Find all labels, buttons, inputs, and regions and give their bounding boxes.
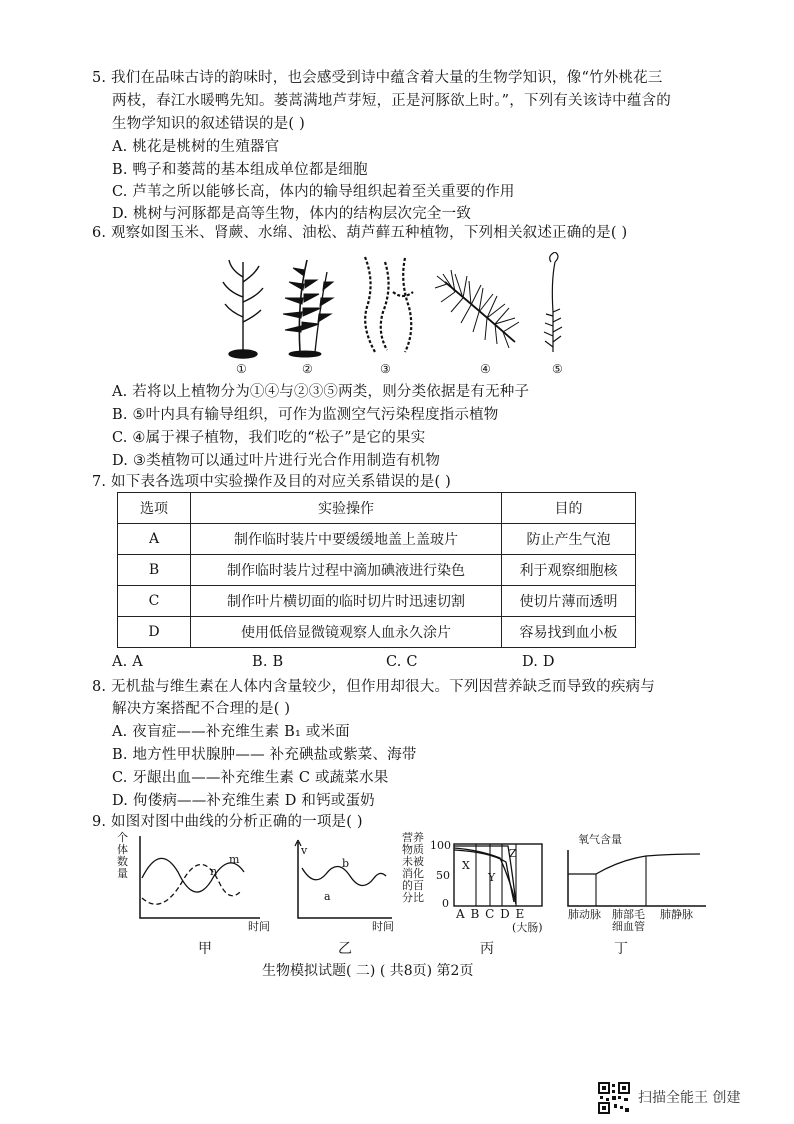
table-cell: 制作临时装片中要缓缓地盖上盖玻片 <box>191 524 502 555</box>
pine-branch-drawing <box>435 270 519 348</box>
q6-option-c: C. ④属于裸子植物，我们吃的“松子”是它的果实 <box>112 430 426 446</box>
plant-label-3: ③ <box>380 362 391 376</box>
yi-xlabel: 时间 <box>372 920 394 933</box>
plant-label-2: ② <box>302 362 313 376</box>
ding-dividers <box>596 856 646 906</box>
table-row <box>118 586 636 617</box>
jia-m-label: m <box>229 853 240 866</box>
q5-option-d: D. 桃树与河豚都是高等生物，体内的结构层次完全一致 <box>112 206 472 222</box>
bing-large-intestine: (大肠) <box>512 921 543 934</box>
ding-axes <box>568 850 706 906</box>
table-cell: B <box>118 555 191 586</box>
bing-ylabel-part: 营养 <box>402 831 424 844</box>
yi-ylabel: v <box>301 844 308 857</box>
table-header-purpose: 目的 <box>502 493 636 524</box>
jia-caption: 甲 <box>198 941 212 957</box>
q5-option-b: B. 鸭子和蒌蒿的基本组成单位都是细胞 <box>112 162 368 178</box>
table-header-operation: 实验操作 <box>191 493 502 524</box>
ding-ylabel: 氧气含量 <box>578 833 622 846</box>
chart-bing <box>450 840 550 910</box>
table-row <box>118 617 636 648</box>
bing-frame <box>454 844 542 906</box>
ding-caption: 丁 <box>614 941 628 957</box>
q6-stem: 6. 观察如图玉米、肾蕨、水绵、油松、葫芦藓五种植物，下列相关叙述正确的是( ) <box>92 225 628 241</box>
bing-tick-100: 100 <box>430 839 451 852</box>
q7-stem: 7. 如下表各选项中实验操作及目的对应关系错误的是( ) <box>92 474 451 490</box>
q5-option-c: C. 芦苇之所以能够长高，体内的输导组织起着至关重要的作用 <box>112 184 515 200</box>
jia-xlabel: 时间 <box>248 920 270 933</box>
bing-ylabel-part: 的百 <box>402 879 424 892</box>
bing-ylabel-part: 未被 <box>402 855 424 868</box>
jia-ylabel <box>117 832 133 880</box>
q8-option-d: D. 佝偻病——补充维生素 D 和钙或蛋奶 <box>112 793 375 809</box>
jia-n-label: n <box>210 865 218 878</box>
bing-region-labels: A B C D E <box>456 907 526 921</box>
qr-code-icon <box>598 1082 630 1114</box>
jia-ylabel-char: 个 <box>117 831 128 844</box>
q5-stem-line2: 两枝，春江水暖鸭先知。蒌蒿满地芦芽短，正是河豚欲上时。”，下列有关该诗中蕴含的 <box>112 93 671 109</box>
table-header-row <box>118 493 636 524</box>
bing-ylabel-part: 分比 <box>402 891 424 904</box>
table-cell: 使切片薄而透明 <box>502 586 636 617</box>
bing-curve-y <box>454 850 514 902</box>
jia-curve-n <box>142 864 242 904</box>
bing-z-label: Z <box>509 847 517 860</box>
fern-plant-drawing <box>283 260 333 357</box>
q7-option-a: A. A <box>112 654 143 670</box>
q8-option-a: A. 夜盲症——补充维生素 B₁ 或米面 <box>112 724 350 740</box>
bing-caption: 丙 <box>480 941 494 957</box>
plant-label-1: ① <box>236 362 247 376</box>
bing-ylabel-part: 消化 <box>402 867 424 880</box>
yi-axes <box>298 842 392 918</box>
table-cell: D <box>118 617 191 648</box>
bing-tick-50: 50 <box>436 869 450 882</box>
q5-stem-line3: 生物学知识的叙述错误的是( ) <box>112 116 305 132</box>
ding-x3: 肺静脉 <box>660 908 693 921</box>
jia-ylabel-char: 数 <box>117 855 128 868</box>
jia-ylabel-char: 体 <box>117 843 128 856</box>
q6-option-b: B. ⑤叶内具有输导组织，可作为监测空气污染程度指示植物 <box>112 407 499 423</box>
yi-b-label: b <box>342 857 350 870</box>
q6-plants-figure <box>215 252 575 362</box>
ding-curve <box>568 854 700 874</box>
table-cell: A <box>118 524 191 555</box>
table-cell: 制作临时装片过程中滴加碘液进行染色 <box>191 555 502 586</box>
table-cell: 容易找到血小板 <box>502 617 636 648</box>
moss-plant-drawing <box>544 252 562 352</box>
chart-ding <box>560 846 710 910</box>
chart-jia <box>132 832 262 924</box>
corn-plant-drawing <box>223 260 263 358</box>
spirogyra-drawing <box>365 257 413 352</box>
bing-x-label: X <box>462 859 470 872</box>
q6-option-d: D. ③类植物可以通过叶片进行光合作用制造有机物 <box>112 453 441 469</box>
ding-x1: 肺动脉 <box>568 908 601 921</box>
q7-option-b: B. B <box>252 654 284 670</box>
scanner-watermark: 扫描全能王 创建 <box>638 1090 741 1106</box>
bing-ylabel <box>402 832 432 904</box>
bing-ylabel-part: 物质 <box>402 843 424 856</box>
q7-option-d: D. D <box>522 654 555 670</box>
table-cell: 利于观察细胞核 <box>502 555 636 586</box>
q8-option-b: B. 地方性甲状腺肿—— 补充碘盐或紫菜、海带 <box>112 747 417 763</box>
jia-ylabel-char: 量 <box>117 867 128 880</box>
table-row <box>118 555 636 586</box>
q7-option-c: C. C <box>386 654 418 670</box>
table-cell: C <box>118 586 191 617</box>
table-cell: 制作叶片横切面的临时切片时迅速切割 <box>191 586 502 617</box>
plant-label-4: ④ <box>480 362 491 376</box>
bing-curve-x <box>454 848 516 904</box>
ding-x2b: 细血管 <box>612 920 645 933</box>
bing-tick-0: 0 <box>442 897 449 910</box>
ding-x2a: 肺部毛 <box>612 908 645 921</box>
q8-stem-line1: 8. 无机盐与维生素在人体内含量较少，但作用却很大。下列因营养缺乏而导致的疾病与 <box>92 679 655 695</box>
table-row <box>118 524 636 555</box>
q9-stem: 9. 如图对图中曲线的分析正确的一项是( ) <box>92 814 363 830</box>
plant-label-5: ⑤ <box>552 362 563 376</box>
q6-option-a: A. 若将以上植物分为①④与②③⑤两类，则分类依据是有无种子 <box>112 384 530 400</box>
page-footer: 生物模拟试题( 二) ( 共8页) 第2页 <box>262 963 474 979</box>
q5-stem-line1: 5. 我们在品味古诗的韵味时，也会感受到诗中蕴含着大量的生物学知识，像“竹外桃花三 <box>92 70 663 86</box>
q8-stem-line2: 解决方案搭配不合理的是( ) <box>112 701 291 717</box>
table-cell: 使用低倍显微镜观察人血永久涂片 <box>191 617 502 648</box>
jia-axes <box>140 836 260 918</box>
q5-option-a: A. 桃花是桃树的生殖器官 <box>112 139 280 155</box>
yi-caption: 乙 <box>338 941 352 957</box>
yi-a-label: a <box>324 890 331 903</box>
q7-experiment-table <box>117 492 636 648</box>
q8-option-c: C. 牙龈出血——补充维生素 C 或蔬菜水果 <box>112 770 389 786</box>
table-header-option: 选项 <box>118 493 191 524</box>
table-cell: 防止产生气泡 <box>502 524 636 555</box>
bing-y-label: Y <box>488 871 496 884</box>
